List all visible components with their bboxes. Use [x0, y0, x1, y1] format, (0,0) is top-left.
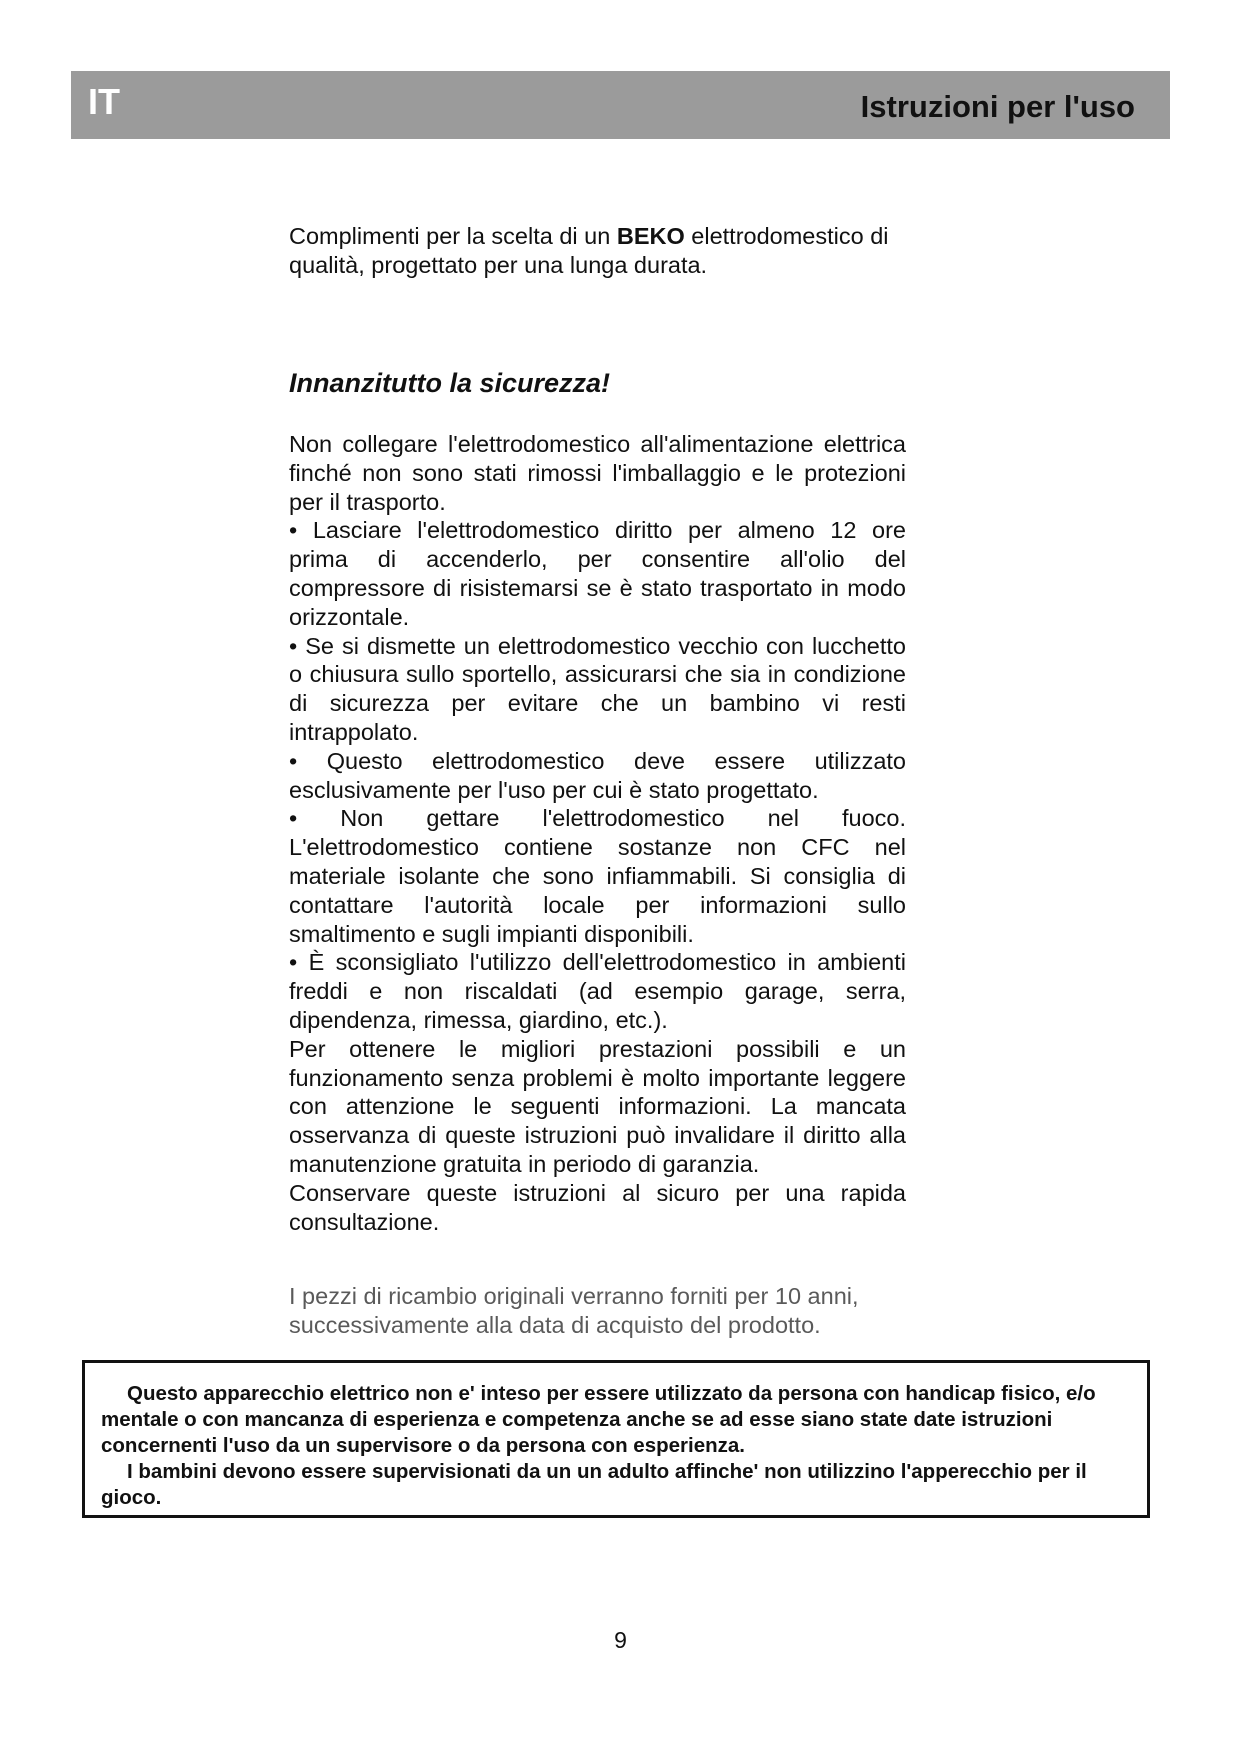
safety-paragraph: Per ottenere le migliori prestazioni possibili e un funzionamento senza problemi è molto importante leggere con attenzione le seguenti informazioni. La mancata osservanza di queste istruzioni può invalidare il diritto alla manutenzione gratuita in periodo di garanzia.	[289, 1035, 906, 1177]
brand-name: BEKO	[616, 223, 685, 249]
header-bar	[71, 71, 1170, 139]
safety-paragraph: • È sconsigliato l'utilizzo dell'elettrodomestico in ambienti freddi e non riscaldati (ad esempio garage, serra, dipendenza, rimessa, giardino, etc.).	[289, 949, 906, 1033]
safety-paragraph: • Questo elettrodomestico deve essere utilizzato esclusivamente per l'uso per cui è stato progettato.	[289, 747, 906, 803]
intro-paragraph	[289, 222, 906, 280]
safety-text	[289, 430, 906, 1236]
safety-paragraph: Non collegare l'elettrodomestico all'alimentazione elettrica finché non sono stati rimossi l'imballaggio e le protezioni per il trasporto.	[289, 431, 906, 515]
spare-parts-note	[289, 1282, 906, 1340]
intro-text	[289, 222, 906, 280]
safety-paragraph: • Non gettare l'elettrodomestico nel fuoco. L'elettrodomestico contiene sostanze non CFC nel materiale isolante che sono infiammabili. Si consiglia di contattare l'autorità locale per informazioni sullo smaltimento e sugli impianti disponibili.	[289, 805, 906, 947]
safety-paragraph: • Lasciare l'elettrodomestico diritto per almeno 12 ore prima di accenderlo, per consentire all'olio del compressore di risistemarsi se è stato trasportato in modo orizzontale.	[289, 517, 906, 630]
safety-paragraph: Conservare queste istruzioni al sicuro per una rapida consultazione.	[289, 1179, 906, 1235]
language-code: IT	[88, 81, 120, 122]
page-number: 9	[614, 1627, 627, 1653]
warning-paragraph-1: Questo apparecchio elettrico non e' inteso per essere utilizzato da persona con handicap fisico, e/o mentale o con mancanza di esperienza e competenza anche se ad esse siano state date istruzioni concernenti l'uso da un supervisore o da persona con esperienza.	[101, 1382, 1096, 1457]
page-title: Istruzioni per l'uso	[860, 89, 1135, 124]
warning-paragraph-2: I bambini devono essere supervisionati da un un adulto affinche' non utilizzino l'apperecchio per il gioco.	[101, 1460, 1087, 1509]
safety-paragraph: • Se si dismette un elettrodomestico vecchio con lucchetto o chiusura sullo sportello, assicurarsi che sia in condizione di sicurezza per evitare che un bambino vi resti intrappolato.	[289, 632, 906, 745]
warning-box	[82, 1360, 1150, 1518]
spare-parts-text: I pezzi di ricambio originali verranno forniti per 10 anni, successivamente alla data di acquisto del prodotto.	[289, 1283, 859, 1338]
section-title: Innanzitutto la sicurezza!	[289, 368, 611, 398]
intro-prefix: Complimenti per la scelta di un	[289, 223, 617, 249]
intro-suffix: elettrodomestico di qualità, progettato per una lunga durata.	[289, 223, 889, 278]
